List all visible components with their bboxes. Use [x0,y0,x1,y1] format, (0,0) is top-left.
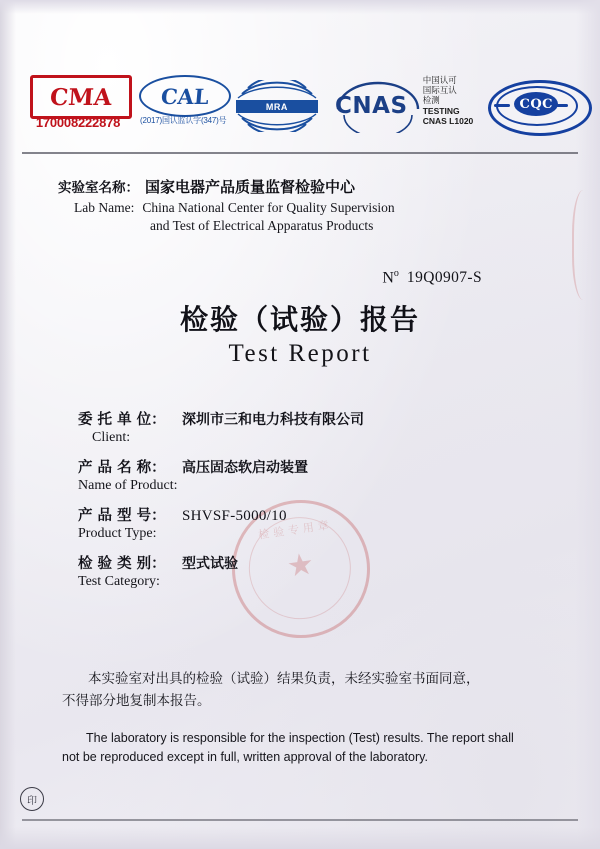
lab-name-value-en-line2: and Test of Electrical Apparatus Products [150,218,374,233]
field-product-name-label-en: Name of Product: [78,478,178,493]
cal-mark-ellipse [139,75,231,117]
page-edge-right [576,0,600,849]
cal-accreditation-icon [127,73,227,139]
field-product-type-value: SHVSF-5000/10 [182,508,287,524]
oval-core-label: CQC [514,92,558,116]
report-number-block [382,268,482,287]
field-test-category [78,547,528,590]
edge-seal-mark [572,190,600,300]
field-product-name-label-cn: 产 品 名 称： [78,460,166,476]
field-product-type [78,504,528,542]
accreditation-logo-strip [24,72,576,140]
acc-line2: 国际互认 [422,84,457,95]
cnas-label: CNAS [335,93,408,119]
lab-name-label-cn: 实验室名称： [58,180,139,196]
field-client [78,408,528,446]
acc-line4: TESTING [422,105,460,116]
field-client-value: 深圳市三和电力科技有限公司 [182,412,364,428]
lab-name-value-cn: 国家电器产品质量监督检验中心 [145,178,356,196]
certification-oval-icon [486,76,576,136]
report-number-symbol: $N^o$ [382,268,399,287]
note-cn-line2: 不得部分地复制本报告。 [62,693,211,710]
cal-certificate-number: (2017)国认监认字(347)号 [140,116,227,125]
header-divider [22,152,578,154]
field-product-type-label-cn: 产 品 型 号： [78,508,166,524]
cma-mark-box [30,75,132,119]
acc-line5: CNAS L1020 [422,115,474,126]
seal-text: 检验专用章 [257,518,334,542]
page-title-en: Test Report [228,340,372,367]
field-test-category-value: 型式试验 [182,556,238,572]
cnas-icon [330,77,413,135]
cma-number: 170008222878 [35,115,121,130]
acc-line1: 中国认可 [422,74,457,85]
field-test-category-label-en: Test Category: [78,574,160,589]
note-cn-line1: 本实验室对出具的检验（试验）结果负责，未经实验室书面同意， [88,671,480,687]
field-client-label-en: Client: [92,430,131,445]
acc-line3: 检测 [422,95,440,106]
field-client-label-cn: 委 托 单 位： [78,412,166,428]
page-edge-left [0,0,16,849]
report-fields [78,408,528,600]
page-edge-bottom [0,827,600,849]
cnas-accreditation-text [423,74,477,139]
note-en-line1: The laboratory is responsible for the inspection (Test) results. The report shall [86,730,514,745]
page-edge-top [0,0,600,14]
cma-mark-label: CMA [49,83,113,111]
oval-tick-left [494,104,510,107]
lab-name-block [58,176,558,234]
field-product-type-label-en: Product Type: [78,526,157,541]
field-test-category-label-cn: 检 验 类 别： [78,556,166,572]
cma-accreditation-icon [24,73,121,139]
disclaimer-note [62,668,534,767]
report-number-value: 19Q0907-S [406,269,482,287]
ilac-mra-icon [234,76,320,136]
page-title-cn: 检验（试验）报告 [179,303,420,336]
field-product-name-value: 高压固态软启动装置 [182,460,308,476]
lab-name-value-en-line1: China National Center for Quality Supervision [142,200,395,215]
footer-divider [22,819,578,821]
field-product-name [78,456,528,494]
cnas-swoosh-icon [332,79,424,133]
ilac-band-label: MRA [236,100,318,113]
note-en-line2: not be reproduced except in full, written approval of the laboratory. [62,749,428,764]
cal-mark-label: CAL [160,83,211,109]
lab-name-label-en: Lab Name: [74,200,135,215]
corner-stamp-icon: 印 [20,787,44,811]
seal-star-icon: ★ [284,547,317,585]
